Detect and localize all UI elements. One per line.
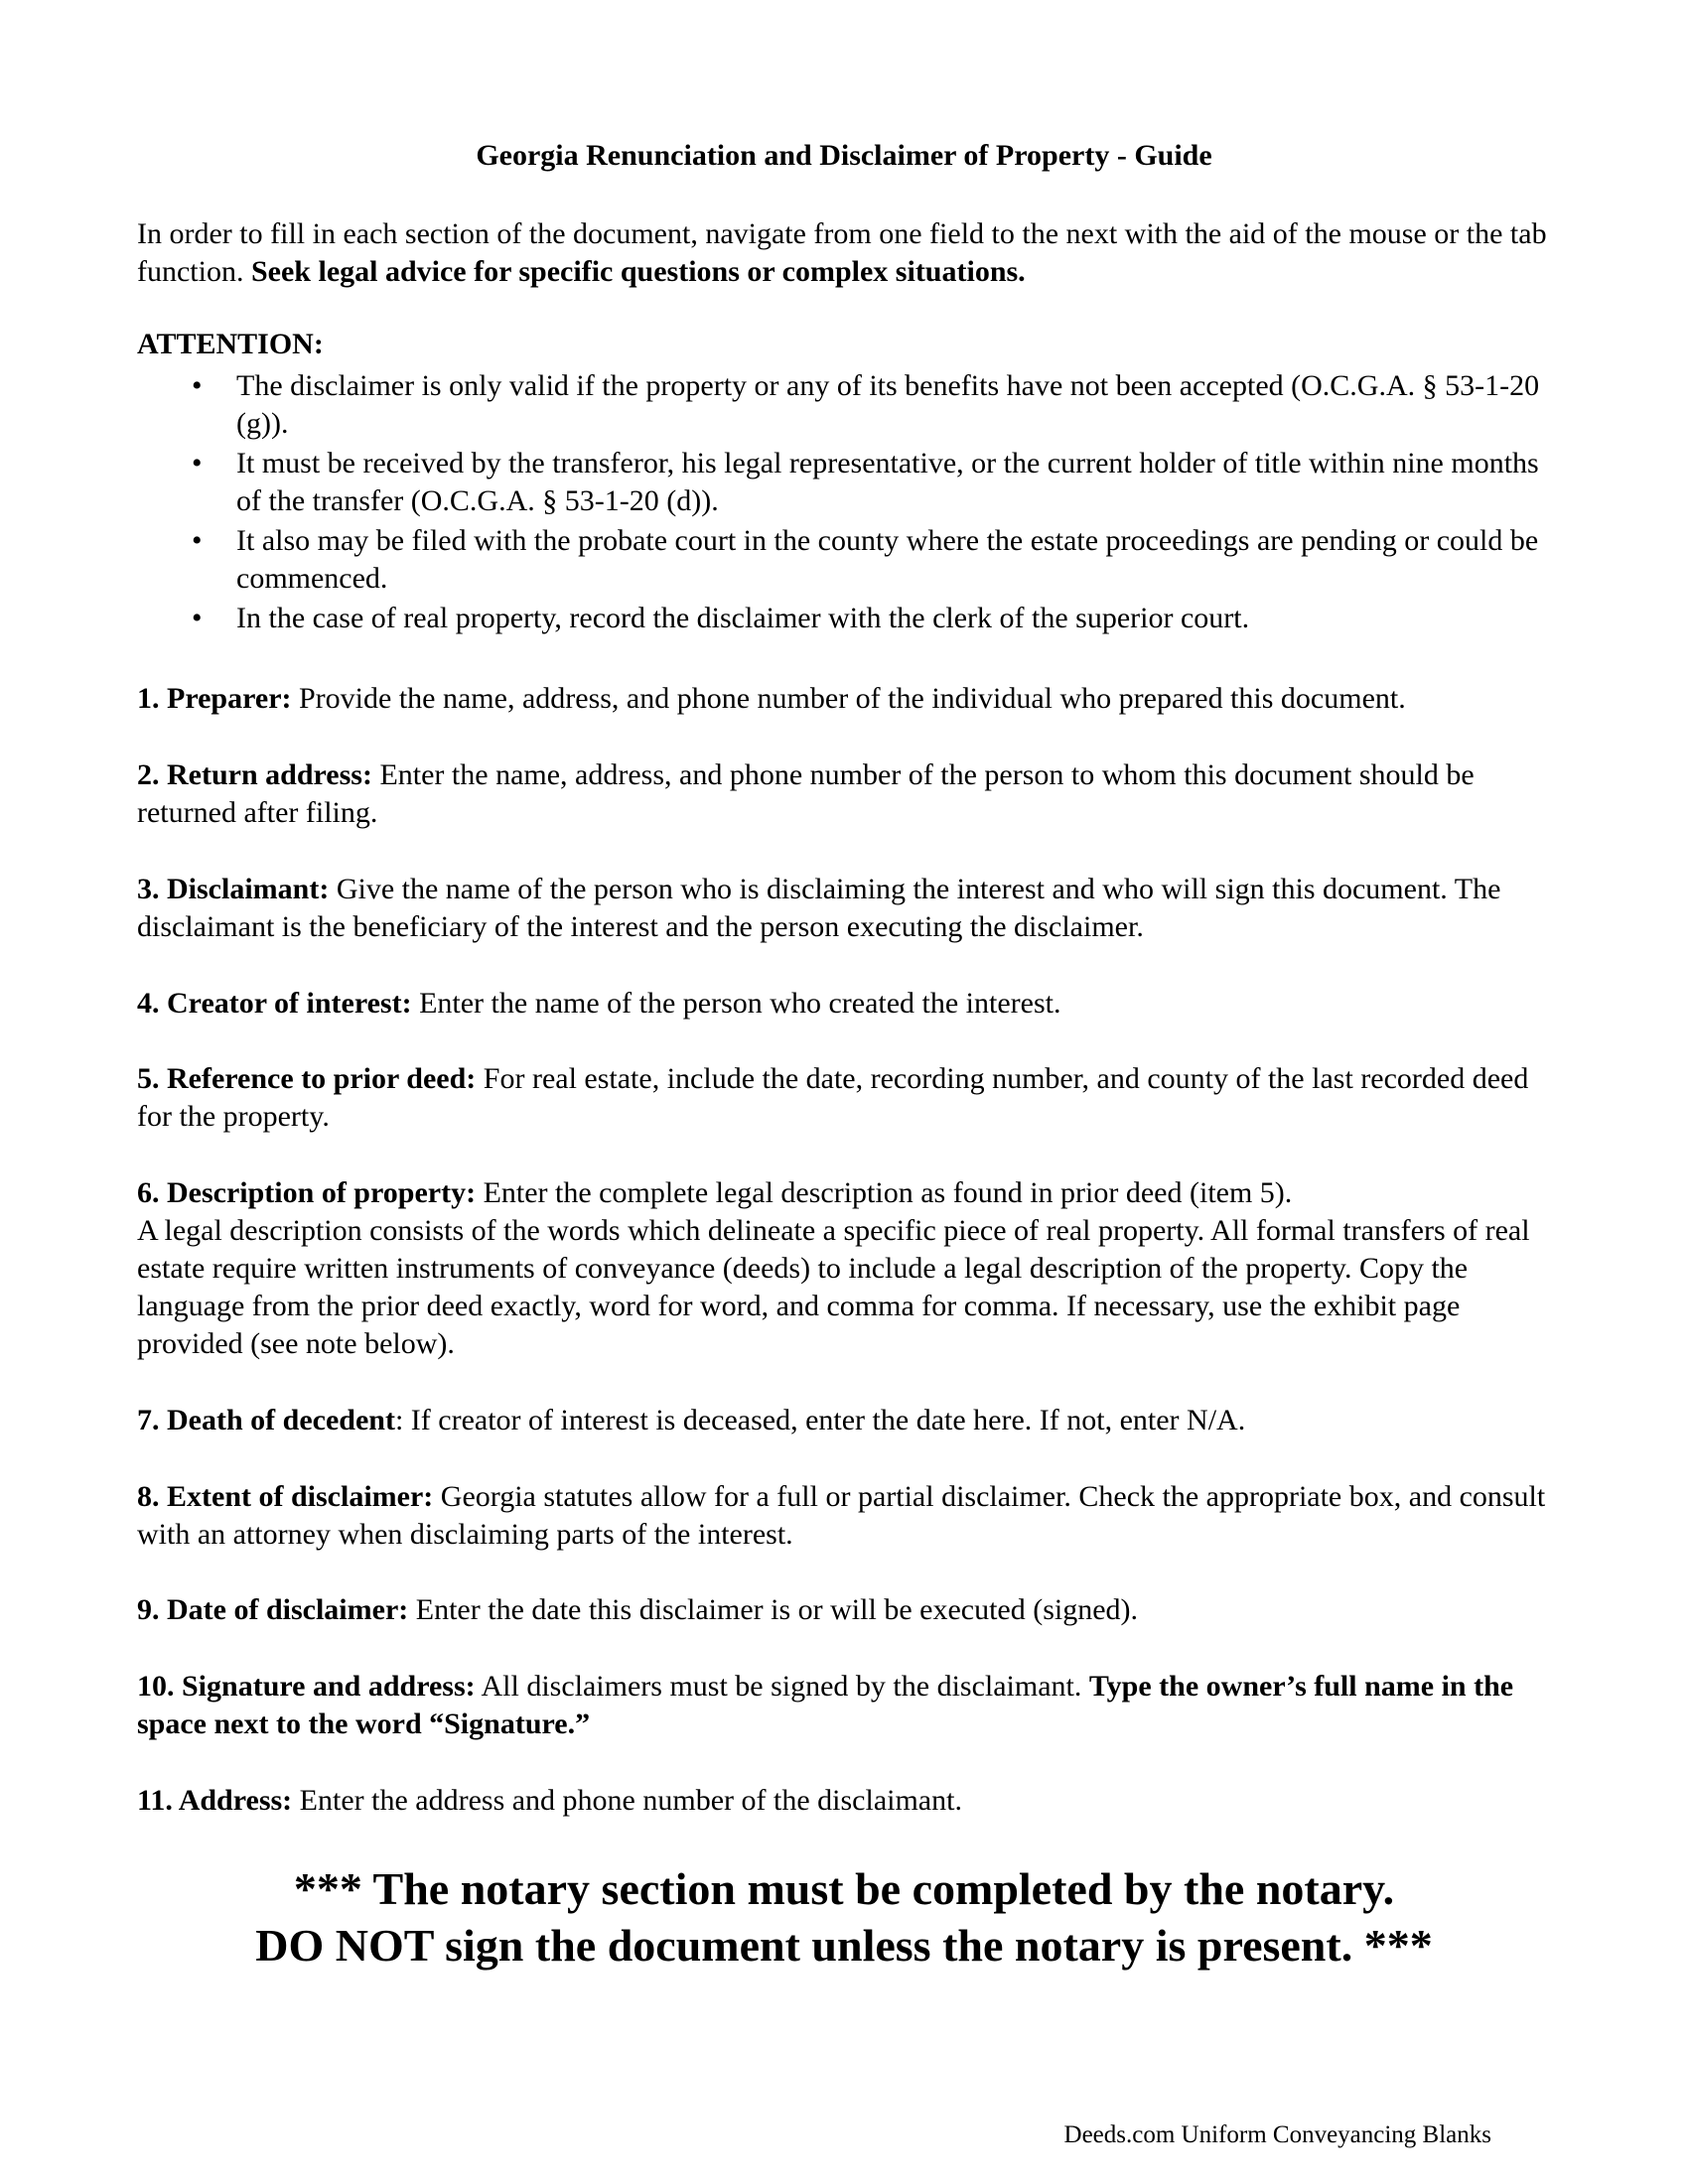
section-text: All disclaimers must be signed by the disclaimant. (475, 1670, 1089, 1703)
section-label: 11. Address: (137, 1784, 293, 1817)
notary-notice-line-1: *** The notary section must be completed by the notary. (293, 1863, 1395, 1914)
notary-notice-line-2: DO NOT sign the document unless the notary is present. *** (255, 1920, 1433, 1971)
section-text: Enter the name of the person who created the interest. (411, 987, 1061, 1020)
list-item-text: It also may be filed with the probate court in the county where the estate proceedings are pending or could be commenced. (236, 524, 1539, 595)
section-signature-and-address (137, 1668, 1557, 1743)
section-text: Provide the name, address, and phone number of the individual who prepared this document. (291, 682, 1406, 715)
section-label: 7. Death of decedent (137, 1404, 395, 1436)
attention-list (137, 367, 1567, 639)
section-label: 3. Disclaimant: (137, 873, 330, 905)
section-label: 10. Signature and address: (137, 1670, 476, 1703)
section-label: 9. Date of disclaimer: (137, 1593, 409, 1626)
section-creator-of-interest (137, 985, 1557, 1023)
bullet-icon: • (192, 447, 203, 479)
section-text: Enter the address and phone number of the disclaimant. (292, 1784, 962, 1817)
section-preparer (137, 680, 1557, 718)
section-label: 1. Preparer: (137, 682, 292, 715)
bullet-icon: • (192, 524, 203, 557)
intro-bold-text: Seek legal advice for specific questions or complex situations. (250, 255, 1026, 288)
attention-heading: ATTENTION: (137, 328, 324, 360)
page-title: Georgia Renunciation and Disclaimer of Property - Guide (476, 139, 1212, 172)
list-item (137, 522, 1567, 598)
list-item (137, 367, 1567, 443)
section-return-address (137, 756, 1557, 832)
section-extent-of-disclaimer (137, 1478, 1557, 1554)
bullet-icon: • (192, 369, 203, 402)
section-bold-text: Type the owner’s full name in the space next to the word “Signature.” (137, 1670, 1514, 1740)
section-death-of-decedent (137, 1402, 1557, 1439)
section-reference-prior-deed (137, 1060, 1557, 1136)
section-text: Enter the complete legal description as found in prior deed (item 5). (476, 1176, 1293, 1209)
section-text: Georgia statutes allow for a full or partial disclaimer. Check the appropriate box, and consult with an attorney when disclaiming parts of the interest. (137, 1480, 1546, 1551)
section-address (137, 1782, 1557, 1820)
section-label: 2. Return address: (137, 758, 372, 791)
bullet-icon: • (192, 602, 203, 634)
section-label: 5. Reference to prior deed: (137, 1062, 477, 1095)
section-disclaimant (137, 871, 1557, 946)
list-item-text: It must be received by the transferor, his legal representative, or the current holder of title within nine months of the transfer (O.C.G.A. § 53-1-20 (d)). (236, 447, 1539, 517)
section-text-continued: A legal description consists of the words which delineate a specific piece of real property. All formal transfers of real estate require written instruments of conveyance (deeds) to include a legal description of the property. Copy the language from the prior deed exactly, word for word, and comma for comma. If necessary, use the exhibit page provided (see note below). (137, 1214, 1530, 1360)
intro-text: In order to fill in each section of the document, navigate from one field to the next with the aid of the mouse or the tab function. (137, 217, 1547, 288)
section-label: 6. Description of property: (137, 1176, 477, 1209)
list-item-text: The disclaimer is only valid if the property or any of its benefits have not been accepted (O.C.G.A. § 53-1-20 (g)). (236, 369, 1540, 440)
intro-paragraph (137, 215, 1557, 291)
section-text: Enter the name, address, and phone number of the person to whom this document should be returned after filing. (137, 758, 1475, 829)
section-text: : If creator of interest is deceased, enter the date here. If not, enter N/A. (394, 1404, 1246, 1436)
list-item-text: In the case of real property, record the disclaimer with the clerk of the superior court. (236, 602, 1250, 634)
section-text: Give the name of the person who is disclaiming the interest and who will sign this document. The disclaimant is the beneficiary of the interest and the person executing the disclaimer. (137, 873, 1501, 943)
section-date-of-disclaimer (137, 1591, 1557, 1629)
list-item (137, 600, 1567, 637)
section-description-of-property (137, 1174, 1557, 1363)
section-text: For real estate, include the date, recording number, and county of the last recorded deed for the property. (137, 1062, 1529, 1133)
list-item (137, 445, 1567, 520)
section-label: 8. Extent of disclaimer: (137, 1480, 434, 1513)
section-text: Enter the date this disclaimer is or will be executed (signed). (408, 1593, 1139, 1626)
footer-text: Deeds.com Uniform Conveyancing Blanks (1063, 2121, 1491, 2148)
section-label: 4. Creator of interest: (137, 987, 412, 1020)
